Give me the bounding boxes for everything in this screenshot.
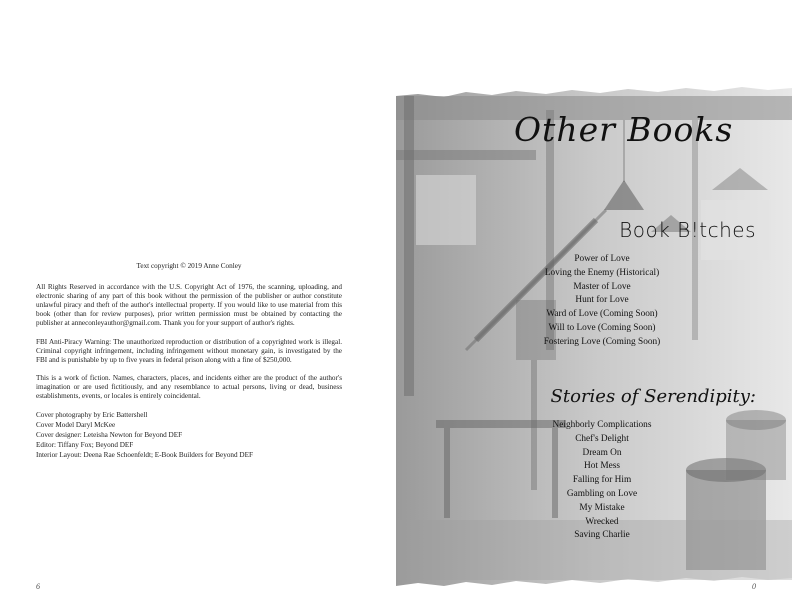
book-title: Dream On <box>582 447 622 458</box>
book-title: Power of Love <box>574 254 630 264</box>
fbi-warning-paragraph: FBI Anti-Piracy Warning: The unauthorized reproduction or distribution of a copyrighted work is illegal. Criminal copyright infringement, including infringement without monetary gain, is investigated by the FBI and is punishable by up to five years in federal prison along with a fine of $250,000. <box>36 337 342 364</box>
fiction-disclaimer-paragraph: This is a work of fiction. Names, characters, places, and incidents either are the product of the author's imagination or are used fictitiously, and any resemblance to actual persons, living or dead, business establishments, events, or locales is entirely coincidental. <box>36 373 342 401</box>
book-title: Loving the Enemy (Historical) <box>544 267 660 278</box>
book-title: Ward of Love (Coming Soon) <box>546 309 658 320</box>
book-title: Master of Love <box>573 281 631 292</box>
book-title: Hot Mess <box>584 461 620 472</box>
book-title: Saving Charlie <box>574 530 630 541</box>
book-title: Fostering Love (Coming Soon) <box>543 336 661 347</box>
series-title: Stories of Serendipity: <box>550 386 756 407</box>
book-list <box>492 419 712 543</box>
credit-line: Editor: Tiffany Fox; Beyond DEF <box>36 441 134 450</box>
series-title: Book B!tches <box>619 218 756 242</box>
other-books-title: Other Books <box>514 110 734 149</box>
other-books-page <box>396 0 792 612</box>
copyright-text-block <box>36 262 342 460</box>
book-list <box>492 253 712 350</box>
book-title: Falling for Him <box>572 475 632 486</box>
book-title: Gambling on Love <box>566 488 638 499</box>
page-number: 0 <box>752 582 756 591</box>
rights-paragraph: All Rights Reserved in accordance with the U.S. Copyright Act of 1976, the scanning, uploading, and electronic sharing of any part of this book without the permission of the publisher or author constitute unlawful piracy and theft of the author's intellectual property. If you would like to use material from this book (other than for review purposes), prior written permission must be obtained by contacting the publisher at anneconleyauthor@gmail.com. Thank you for your support of author's rights. <box>36 283 342 328</box>
copyright-line: Text copyright © 2019 Anne Conley <box>136 262 242 270</box>
book-title: Hunt for Love <box>575 295 629 306</box>
book-title: Neighborly Complications <box>552 420 652 430</box>
credit-line: Cover designer: Leteisha Newton for Beyond DEF <box>36 431 183 440</box>
book-title: My Mistake <box>579 502 625 513</box>
credits-list <box>36 410 342 460</box>
book-title: Chef's Delight <box>575 433 629 444</box>
page-number: 6 <box>36 582 40 591</box>
credit-line: Interior Layout: Deena Rae Schoenfeldt; E-Book Builders for Beyond DEF <box>36 451 253 460</box>
credit-line: Cover Model Daryl McKee <box>36 421 116 430</box>
book-title: Wrecked <box>585 516 619 527</box>
book-title: Will to Love (Coming Soon) <box>548 322 656 333</box>
credit-line: Cover photography by Eric Battershell <box>36 411 148 420</box>
